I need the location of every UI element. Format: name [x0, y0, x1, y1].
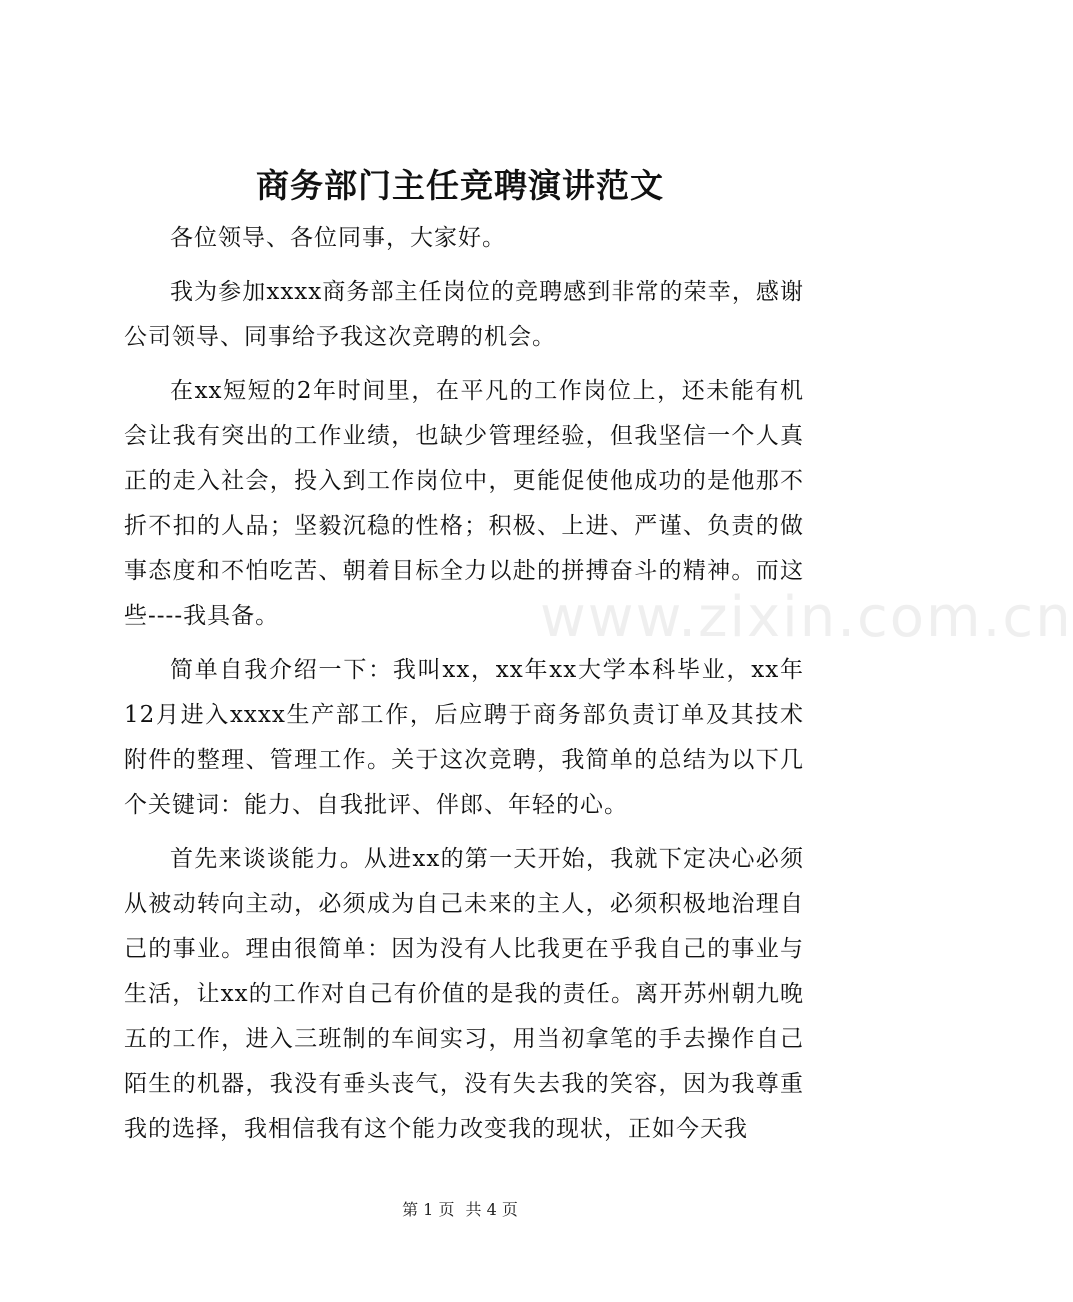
paragraph-intro: 我为参加xxxx商务部主任岗位的竞聘感到非常的荣幸，感谢公司领导、同事给予我这次竞聘的机会。	[124, 279, 804, 350]
paragraph-greeting: 各位领导、各位同事，大家好。	[170, 225, 506, 251]
paragraph-self-introduction: 简单自我介绍一下：我叫xx，xx年xx大学本科毕业，xx年12月进入xxxx生产部工作，后应聘于商务部负责订单及其技术附件的整理、管理工作。关于这次竞聘，我简单的总结为以下几个关键词：能力、自我批评、伴郎、年轻的心。	[124, 657, 804, 818]
paragraph-character: 在xx短短的2年时间里，在平凡的工作岗位上，还未能有机会让我有突出的工作业绩，也缺少管理经验，但我坚信一个人真正的走入社会，投入到工作岗位中，更能促使他成功的是他那不折不扣的人品；坚毅沉稳的性格；积极、上进、严谨、负责的做事态度和不怕吃苦、朝着目标全力以赴的拼搏奋斗的精神。而这些----我具备。	[124, 378, 804, 629]
page-number-total: 共 4 页	[465, 1200, 518, 1219]
document-title: 商务部门主任竞聘演讲范文	[256, 166, 664, 205]
paragraph-ability: 首先来谈谈能力。从进xx的第一天开始，我就下定决心必须从被动转向主动，必须成为自己未来的主人，必须积极地治理自己的事业。理由很简单：因为没有人比我更在乎我自己的事业与生活，让xx的工作对自己有价值的是我的责任。离开苏州朝九晚五的工作，进入三班制的车间实习，用当初拿笔的手去操作自己陌生的机器，我没有垂头丧气，没有失去我的笑容，因为我尊重我的选择，我相信我有这个能力改变我的现状，正如今天我	[124, 846, 804, 1142]
page-number-current: 第 1 页	[402, 1200, 455, 1219]
document-body	[124, 216, 804, 1161]
page-footer	[0, 1198, 920, 1222]
watermark: www.zixin.com.cn	[540, 585, 1073, 650]
